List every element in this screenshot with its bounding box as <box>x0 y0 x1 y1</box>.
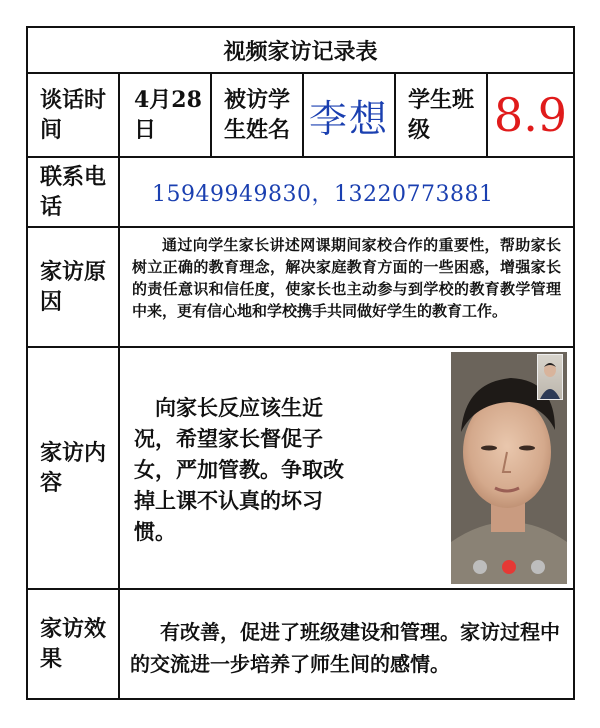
visit-content-text: 向家长反应该生近况，希望家长督促子女，严加管教。争取改掉上课不认真的坏习惯。 <box>134 395 344 544</box>
talk-time-label: 谈话时间 <box>26 72 120 158</box>
talk-time-value: 4月28日 <box>118 72 212 158</box>
visit-reason-text: 通过向学生家长讲述网课期间家校合作的重要性，帮助家长树立正确的教育理念，解决家庭教育方面的一些困惑，增强家长的责任意识和信任度，使家长也主动参与到学校的教育教学管理中来，更有信心地和学校携手共同做好学生的教育工作。 <box>118 226 575 348</box>
video-call-screenshot <box>451 352 567 584</box>
visit-content-label: 家访内容 <box>26 346 120 590</box>
student-class-label: 学生班级 <box>394 72 488 158</box>
visit-effect-label: 家访效果 <box>26 588 120 700</box>
camera-switch-icon[interactable] <box>531 560 545 574</box>
contact-phone-value: 15949949830，13220773881 <box>118 156 575 228</box>
contact-phone-label: 联系电话 <box>26 156 120 228</box>
form-title: 视频家访记录表 <box>26 26 575 74</box>
student-name-value: 李想 <box>302 72 396 158</box>
student-class-value: 8.9 <box>486 72 575 158</box>
visit-reason-label: 家访原因 <box>26 226 120 348</box>
teacher-pip-photo <box>537 354 563 400</box>
visit-effect-text: 有改善，促进了班级建设和管理。家访过程中的交流进一步培养了师生间的感情。 <box>118 588 575 700</box>
hangup-icon[interactable] <box>502 560 516 574</box>
student-name-label: 被访学生姓名 <box>210 72 304 158</box>
mute-icon[interactable] <box>473 560 487 574</box>
